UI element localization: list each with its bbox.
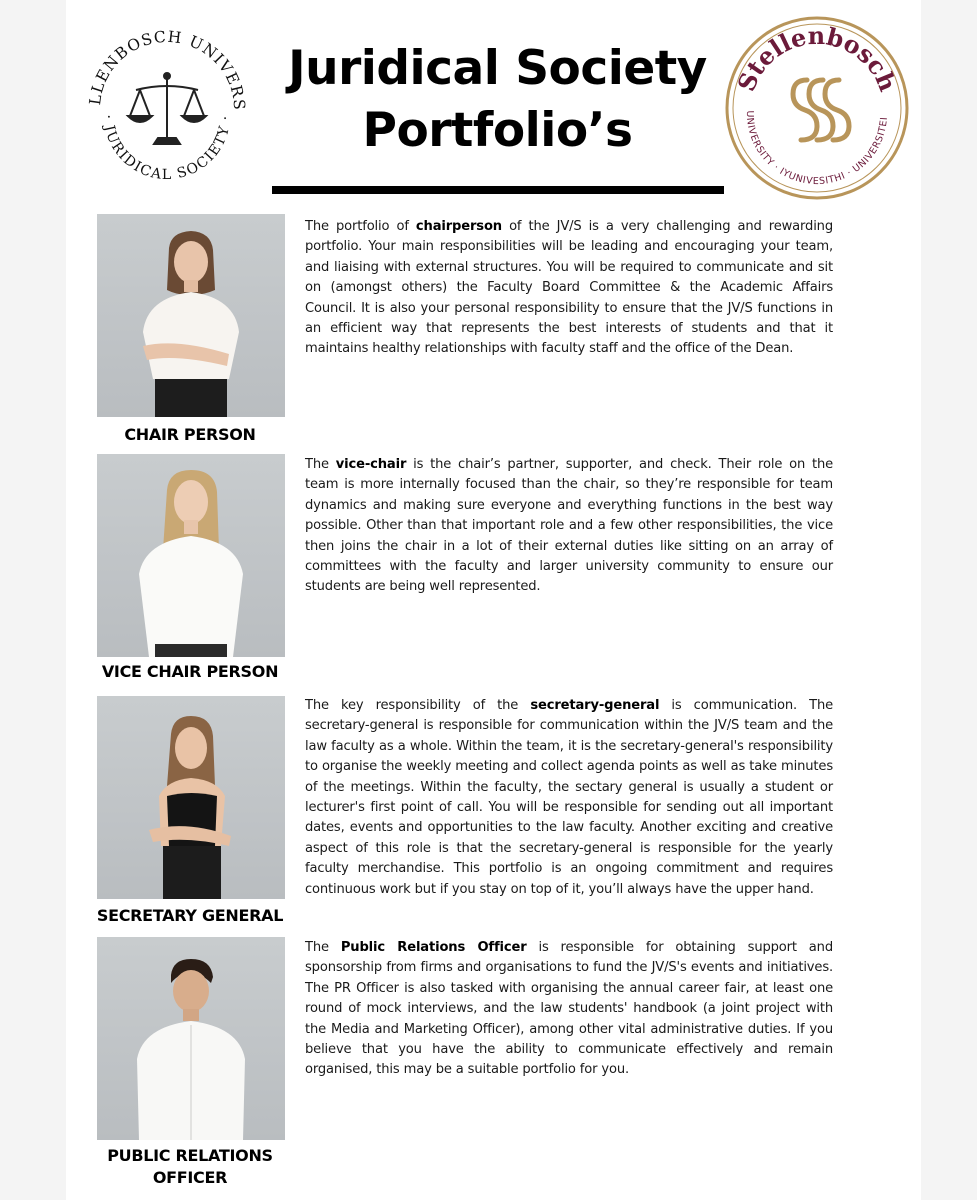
svg-text:STELLENBOSCH UNIVERSITY: LLENBOSCH UNIVERS [85,27,249,112]
description-chair-person [305,217,833,360]
desc-lead-text: The [305,457,336,472]
description-secretary-general [305,696,833,900]
role-label-vice-chair-person: VICE CHAIR PERSON [101,662,279,681]
desc-keyword: chairperson [415,219,502,234]
description-vice-chair-person [305,455,833,598]
svg-text:· JURIDICAL SOCIETY ·: · JURIDICAL SOCIETY · [99,114,235,184]
secretary-general-photo [97,696,285,899]
desc-lead-text: The [305,940,341,955]
role-label-chair-person: CHAIR PERSON [124,425,256,444]
desc-rest-text: is communication. The secretary-general is responsible for communication within the JV/S team and the law faculty as a whole. Within the team, it is the secretary-general's responsibility to organise the weekly meeting and collect agenda points as well as take minutes of the meetings. Within the faculty, the sectary general is usually a student or lecturer's first point of call. You will be responsible for sending out all important dates, events and opportunities to the law faculty. Another exciting and creative aspect of this role is that the secretary-general is responsible for the yearly faculty merchandise. This portfolio is an ongoing commitment and requires continuous work but if you stay on top of it, you’ll always have the upper hand. [305,698,834,897]
title-underline-rule [272,186,724,194]
role-label-line-1: PUBLIC RELATIONS [107,1146,273,1165]
desc-lead-text: The portfolio of [305,219,416,234]
scales-of-justice-icon [128,73,206,144]
title-line-1: Juridical Society [288,41,707,96]
role-label-line-2: OFFICER [152,1168,228,1187]
page-title [270,38,725,162]
desc-rest-text: is the chair’s partner, supporter, and check. Their role on the team is more internally focused than the chair, so they’re responsible for team dynamics and making sure everyone and everything functions in the best way possible. Other than that important role and a few other responsibilities, the vice then joins the chair in a lot of their external duties like sitting on an array of committees with the faculty and larger university community to ensure our students are being well represented. [305,457,834,595]
desc-keyword: vice-chair [335,457,407,472]
description-public-relations-officer [305,938,833,1081]
title-line-2: Portfolio’s [362,103,633,158]
juridical-society-seal-logo [78,20,256,198]
stellenbosch-university-logo [723,14,911,202]
svg-text:Stellenbosch: Stellenbosch [731,20,903,96]
public-relations-officer-photo [97,937,285,1140]
svg-text:UNIVERSITY · IYUNIVESITHI · UN: UNIVERSITY · IYUNIVESITHI · UNIVERSITEI [743,110,890,188]
vice-chairperson-photo [97,454,285,657]
chairperson-photo [97,214,285,417]
desc-lead-text: The key responsibility of the [305,698,531,713]
role-label-secretary-general: SECRETARY GENERAL [96,906,284,925]
desc-rest-text: is responsible for obtaining support and sponsorship from firms and organisations to fund the JV/S's events and initiatives. The PR Officer is also tasked with organising the annual career fair, at least one round of mock interviews, and the law students' handbook (a joint project with the Media and Marketing Officer), among other vital administrative duties. If you believe that you have the ability to communicate effectively and remain organised, this may be a suitable portfolio for you. [305,940,833,1078]
desc-keyword: Public Relations Officer [340,940,527,955]
role-label-public-relations-officer [80,1145,300,1189]
desc-rest-text: of the JV/S is a very challenging and rewarding portfolio. Your main responsibilities will be leading and encouraging your team, and liaising with external structures. You will be required to communicate and sit on (amongst others) the Faculty Board Committee & the Academic Affairs Council. It is also your personal responsibility to ensure that the JV/S functions in an efficient way that represents the best interests of students and that it maintains healthy relationships with faculty staff and the office of the Dean. [305,219,833,357]
desc-keyword: secretary-general [530,698,660,713]
